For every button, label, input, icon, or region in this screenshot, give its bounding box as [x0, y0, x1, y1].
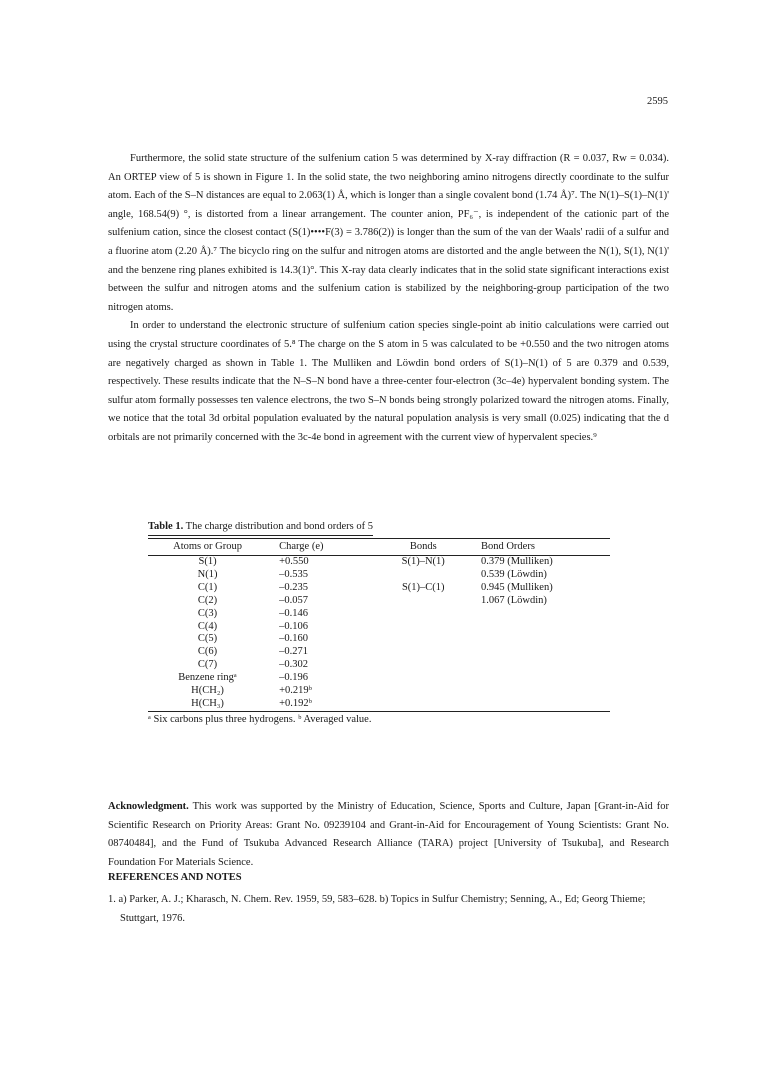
table-caption: [148, 520, 610, 536]
cell-atom: C(5): [197, 633, 218, 645]
cell-bond: [372, 646, 475, 659]
cell-charge: –0.271: [279, 646, 308, 658]
page-number: 2595: [647, 96, 668, 107]
cell-charge: –0.106: [279, 620, 308, 632]
references-list: [108, 891, 669, 928]
table-label: Table 1.: [148, 521, 184, 532]
cell-charge: –0.196: [279, 672, 308, 684]
cell-atom: S(1): [198, 556, 217, 567]
cell-bond-order: 0.539 (Löwdin): [480, 568, 547, 580]
cell-charge: –0.057: [279, 594, 308, 606]
table-row: [148, 582, 610, 595]
cell-bond: [372, 698, 475, 711]
cell-atom: N(1): [197, 568, 218, 580]
table-row: [148, 569, 610, 582]
references-heading: REFERENCES AND NOTES: [108, 872, 242, 883]
table-1: [148, 520, 610, 726]
reference-item: 1. a) Parker, A. J.; Kharasch, N. Chem. Rev. 1959, 59, 583–628. b) Topics in Sulfur Chemistry; Senning, A., Ed; Georg Thieme; Stuttgart, 1976.: [108, 894, 646, 924]
cell-bond: [372, 595, 475, 608]
cell-bond: S(1)–N(1): [401, 556, 445, 567]
header-bonds: Bonds: [372, 539, 475, 556]
cell-atom: H(CH₂): [191, 685, 224, 697]
cell-bond-order: [475, 646, 610, 659]
cell-atom: C(3): [197, 607, 218, 619]
paragraph-xray: Furthermore, the solid state structure of the sulfenium cation 5 was determined by X-ray diffraction (R = 0.037, Rw = 0.034). An ORTEP view of 5 is shown in Figure 1. In the solid state, the two neighboring amino nitrogens directly coordinate to the sulfur atom. Each of the S–N distances are equal to 2.063(1) Å, which is longer than a single covalent bond (1.74 Å)⁷. The N(1)–S(1)–N(1)' angle, 168.54(9) °, is distorted from a linear arrangement. The counter anion, PF₆⁻, is independent of the cationic part of the sulfenium cation, since the closest contact (S(1)••••F(3) = 3.786(2)) is longer than the sum of the van der Waals' radii of a sulfur and a fluorine atom (2.20 Å).⁷ The bicyclo ring on the sulfur and nitrogen atoms are distorted and the angle between the N(1), S(1), N(1)' and the benzene ring planes exhibited is 14.3(1)°. This X-ray data clearly indicates that in the solid state significant interactions exist between the sulfur and nitrogen atoms and the sulfenium cation is stabilized by the neighboring-group participation of the two nitrogen atoms.: [108, 153, 669, 313]
cell-bond-order: 1.067 (Löwdin): [480, 594, 547, 606]
cell-atom: C(2): [197, 594, 218, 606]
table-row: [148, 646, 610, 659]
cell-bond: [372, 672, 475, 685]
cell-charge: +0.192ᵇ: [267, 698, 371, 711]
table-row: [148, 659, 610, 672]
cell-charge: –0.160: [279, 633, 308, 645]
cell-bond-order: [475, 608, 610, 621]
table-row: [148, 633, 610, 646]
cell-bond: [372, 659, 475, 672]
acknowledgment: [108, 798, 669, 872]
cell-charge: –0.146: [279, 607, 308, 619]
cell-bond-order: [475, 698, 610, 711]
cell-bond-order: [475, 659, 610, 672]
cell-atom: H(CH₃): [148, 698, 267, 711]
table-row: [148, 698, 610, 711]
cell-atom: C(1): [197, 581, 218, 593]
cell-charge: –0.535: [279, 568, 308, 580]
cell-bond-order: [475, 633, 610, 646]
acknowledgment-text: This work was supported by the Ministry of Education, Science, Sports and Culture, Japan [Grant-in-Aid for Scientific Research on Priority Areas: Grant No. 09239104 and Grant-in-Aid for Encouragement of Young Scientists: Grant No. 08740484], and the Fund of Tsukuba Advanced Research Alliance (TARA) project [University of Tsukuba], and Research Foundation For Materials Science.: [108, 801, 669, 868]
cell-bond-order: [475, 672, 610, 685]
cell-bond: S(1)–C(1): [401, 581, 445, 593]
cell-bond-order: 0.945 (Mulliken): [480, 581, 553, 593]
table-row: [148, 685, 610, 698]
table-row: [148, 608, 610, 621]
cell-bond: [372, 608, 475, 621]
table-row: [148, 556, 610, 569]
table-body: [148, 556, 610, 712]
table-row: [148, 595, 610, 608]
cell-atom: C(4): [197, 620, 218, 632]
cell-charge: +0.219ᵇ: [279, 685, 312, 697]
cell-bond: [372, 569, 475, 582]
body-text: [108, 150, 669, 448]
header-bond-orders: Bond Orders: [475, 539, 610, 556]
cell-bond: [372, 685, 475, 698]
cell-bond-order: [475, 621, 610, 634]
table-caption-text: The charge distribution and bond orders of 5: [185, 521, 373, 532]
header-charge: Charge (e): [267, 539, 371, 556]
cell-charge: –0.302: [279, 659, 308, 671]
cell-bond-order: [475, 685, 610, 698]
cell-atom: Benzene ringᵃ: [178, 672, 237, 684]
cell-atom: C(6): [197, 646, 218, 658]
cell-atom: C(7): [197, 659, 218, 671]
header-atoms: Atoms or Group: [148, 539, 267, 556]
table-header-row: [148, 539, 610, 556]
acknowledgment-heading: Acknowledgment.: [108, 801, 189, 812]
cell-charge: +0.550: [279, 556, 309, 567]
table-row: [148, 672, 610, 685]
table-row: [148, 621, 610, 634]
paragraph-calculations: In order to understand the electronic structure of sulfenium cation species single-point ab initio calculations were carried out using the crystal structure coordinates of 5.⁸ The charge on the S atom in 5 was calculated to be +0.550 and the two nitrogen atoms are negatively charged as shown in Table 1. The Mulliken and Löwdin bond orders of S(1)–N(1) of 5 are 0.379 and 0.539, respectively. These results indicate that the N–S–N bond have a three-center four-electron (3c–4e) hypervalent bonding system. The sulfur atom formally possesses ten valence electrons, the two S–N bonds being strongly polarized toward the nitrogen atoms. Finally, we notice that the total 3d orbital population evaluated by the natural population analysis is very small (0.025) indicating that the d orbitals are not primarily concerned with the 3c-4e bond in agreement with the current view of hypervalent species.⁹: [108, 320, 669, 443]
table-footnote: ᵃ Six carbons plus three hydrogens. ᵇ Averaged value.: [148, 713, 372, 725]
cell-bond: [372, 633, 475, 646]
cell-charge: –0.235: [279, 581, 308, 593]
cell-bond-order: 0.379 (Mulliken): [480, 556, 553, 567]
cell-bond: [372, 621, 475, 634]
charge-table: [148, 538, 610, 712]
